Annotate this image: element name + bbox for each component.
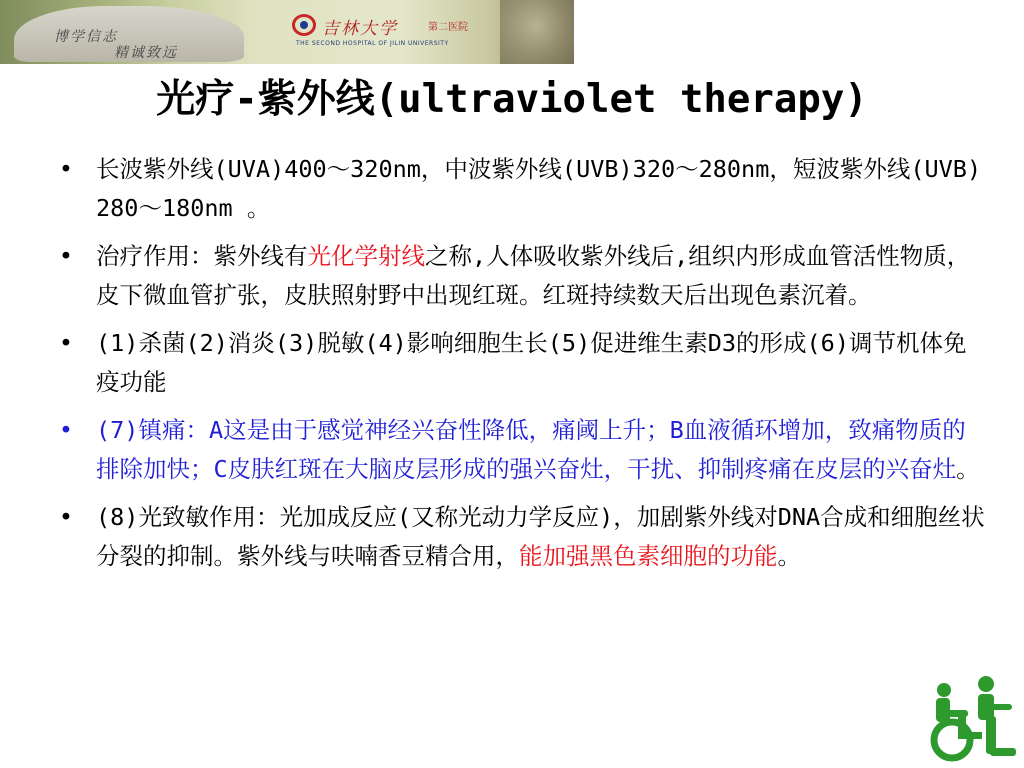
wheelchair-accessibility-icon	[924, 672, 1024, 768]
bullet-marker: •	[58, 416, 74, 444]
highlight-text: 光化学射线	[307, 242, 425, 270]
bullet-list	[56, 150, 988, 585]
list-item	[56, 324, 988, 402]
highlight-text: 能加强黑色素细胞的功能	[519, 542, 778, 570]
bullet-marker: •	[58, 329, 74, 357]
bullet-text: (8)光致敏作用：光加成反应(又称光动力学反应)，加剧紫外线对DNA合成和细胞丝状分裂的抑制。紫外线与呋喃香豆精合用，	[96, 503, 985, 570]
bullet-marker: •	[58, 155, 74, 183]
stone-inscription-2: 精诚致远	[114, 45, 178, 61]
header-banner	[0, 0, 574, 64]
bullet-text: (1)杀菌(2)消炎(3)脱敏(4)影响细胞生长(5)促进维生素D3的形成(6)调节机体免疫功能	[96, 329, 967, 396]
bullet-text: 之称,人体吸收紫外线后,组织内形成血管活性物质，皮下微血管扩张，皮肤照射野中出现红斑。红斑持续数天后出现色素沉着。	[96, 242, 971, 309]
logo-hospital-name: 第二医院	[428, 22, 468, 33]
bullet-text: (7)镇痛：A这是由于感觉神经兴奋性降低，痛阈上升；B血液循环增加，致痛物质的排除加快；C皮肤红斑在大脑皮层形成的强兴奋灶，干扰、抑制疼痛在皮层的兴奋灶	[96, 416, 966, 483]
hospital-logo-icon	[292, 14, 316, 36]
list-item	[56, 237, 988, 315]
logo-english-name: THE SECOND HOSPITAL OF JILIN UNIVERSITY	[296, 40, 449, 47]
bullet-text: 长波紫外线(UVA)400～320nm，中波紫外线(UVB)320～280nm，短波紫外线(UVB) 280～180nm 。	[96, 155, 982, 222]
list-item	[56, 150, 988, 228]
logo-university-name: 吉林大学	[322, 19, 398, 39]
inscription-stone-image	[14, 6, 244, 62]
list-item	[56, 498, 988, 576]
bullet-marker: •	[58, 503, 74, 531]
slide-title: 光疗-紫外线(ultraviolet therapy)	[156, 77, 868, 122]
bullet-text: 。	[777, 542, 801, 570]
portrait-image	[500, 0, 574, 64]
stone-inscription-1: 博学信志	[54, 29, 118, 45]
bullet-marker: •	[58, 242, 74, 270]
list-item	[56, 411, 988, 489]
bullet-text: 。	[956, 455, 980, 483]
bullet-text: 治疗作用：紫外线有	[96, 242, 308, 270]
